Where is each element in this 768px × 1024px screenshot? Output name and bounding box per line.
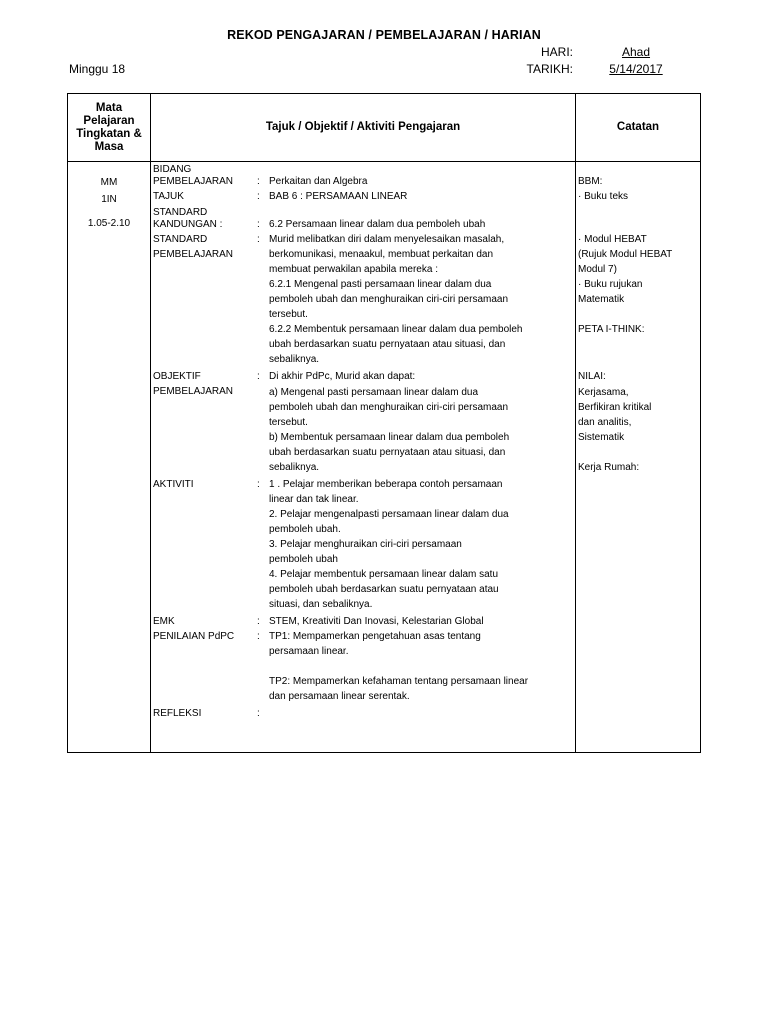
aktiviti-label: AKTIVITI: [153, 479, 194, 490]
catatan-line: · Buku teks: [578, 191, 629, 202]
objektif-line: a) Mengenal pasti persamaan linear dalam dua: [269, 387, 479, 398]
document-title: REKOD PENGAJARAN / PEMBELAJARAN / HARIAN: [227, 28, 541, 42]
tarikh-value: 5/14/2017: [609, 62, 663, 76]
lesson-content-cell: [151, 162, 576, 753]
objektif-line: b) Membentuk persamaan linear dalam dua pemboleh: [269, 432, 510, 443]
bidang-colon: :: [257, 176, 260, 187]
standard-pembelajaran-line: membuat perwakilan apabila mereka :: [269, 264, 438, 275]
class-name: 1IN: [101, 194, 117, 205]
catatan-line: Berfikiran kritikal: [578, 402, 652, 413]
subject-code: MM: [100, 177, 118, 188]
standard-kandungan-label-1: STANDARD: [153, 207, 208, 218]
catatan-line: PETA I-THINK:: [578, 324, 645, 335]
objektif-colon: :: [257, 371, 260, 382]
catatan-line: (Rujuk Modul HEBAT: [578, 249, 673, 260]
objektif-label-1: OBJEKTIF: [153, 371, 201, 382]
aktiviti-line: pemboleh ubah.: [269, 524, 341, 535]
standard-pembelajaran-line: 6.2.1 Mengenal pasti persamaan linear dalam dua: [269, 279, 492, 290]
header-catatan: Catatan: [576, 94, 701, 162]
standard-kandungan-text: 6.2 Persamaan linear dalam dua pemboleh ubah: [269, 219, 486, 230]
standard-pembelajaran-label-2: PEMBELAJARAN: [153, 249, 234, 260]
time-slot: 1.05-2.10: [87, 218, 131, 229]
standard-pembelajaran-line: Murid melibatkan diri dalam menyelesaikan masalah,: [269, 234, 505, 245]
emk-colon: :: [257, 616, 260, 627]
emk-text: STEM, Kreativiti Dan Inovasi, Kelestarian Global: [269, 616, 484, 627]
standard-pembelajaran-line: tersebut.: [269, 309, 308, 320]
objektif-label-2: PEMBELAJARAN: [153, 386, 234, 397]
aktiviti-line: 4. Pelajar membentuk persamaan linear dalam satu: [269, 569, 499, 580]
lesson-record-table: [67, 93, 701, 753]
objektif-line: sebaliknya.: [269, 462, 320, 473]
header-tajuk: Tajuk / Objektif / Aktiviti Pengajaran: [151, 94, 576, 162]
catatan-line: Modul 7): [578, 264, 617, 275]
aktiviti-line: pemboleh ubah berdasarkan suatu pernyataan atau: [269, 584, 499, 595]
catatan-line: Kerjasama,: [578, 387, 629, 398]
header-mata-pelajaran: Mata Pelajaran Tingkatan & Masa: [68, 94, 151, 162]
aktiviti-line: linear dan tak linear.: [269, 494, 359, 505]
aktiviti-line: 1 . Pelajar memberikan beberapa contoh persamaan: [269, 479, 503, 490]
objektif-line: ubah berdasarkan suatu pernyataan atau situasi, dan: [269, 447, 506, 458]
tarikh-label: TARIKH:: [526, 62, 573, 76]
standard-pembelajaran-line: sebaliknya.: [269, 354, 320, 365]
standard-pembelajaran-label-1: STANDARD: [153, 234, 208, 245]
aktiviti-line: 2. Pelajar mengenalpasti persamaan linear dalam dua: [269, 509, 509, 520]
bidang-text: Perkaitan dan Algebra: [269, 176, 368, 187]
objektif-line: Di akhir PdPc, Murid akan dapat:: [269, 371, 416, 382]
penilaian-line: persamaan linear.: [269, 646, 349, 657]
penilaian-line: TP1: Mempamerkan pengetahuan asas tentang: [269, 631, 481, 642]
aktiviti-line: situasi, dan sebaliknya.: [269, 599, 373, 610]
penilaian-label: PENILAIAN PdPC: [153, 631, 235, 642]
standard-kandungan-label-2: KANDUNGAN :: [153, 219, 223, 230]
bidang-label-2: PEMBELAJARAN: [153, 176, 234, 187]
objektif-line: pemboleh ubah dan menghuraikan ciri-ciri persamaan: [269, 402, 509, 413]
catatan-line: NILAI:: [578, 371, 606, 382]
catatan-line: Sistematik: [578, 432, 625, 443]
catatan-line: dan analitis,: [578, 417, 632, 428]
standard-pembelajaran-line: 6.2.2 Membentuk persamaan linear dalam dua pemboleh: [269, 324, 523, 335]
refleksi-label: REFLEKSI: [153, 708, 202, 719]
bidang-label-1: BIDANG: [153, 164, 192, 175]
aktiviti-colon: :: [257, 479, 260, 490]
refleksi-colon: :: [257, 708, 260, 719]
tajuk-text: BAB 6 : PERSAMAAN LINEAR: [269, 191, 408, 202]
emk-label: EMK: [153, 616, 175, 627]
tajuk-label: TAJUK: [153, 191, 184, 202]
hari-value: Ahad: [621, 45, 651, 59]
standard-pembelajaran-line: ubah berdasarkan suatu pernyataan atau situasi, dan: [269, 339, 506, 350]
catatan-line: BBM:: [578, 176, 603, 187]
tajuk-colon: :: [257, 191, 260, 202]
catatan-line: · Buku rujukan: [578, 279, 643, 290]
standard-pembelajaran-colon: :: [257, 234, 260, 245]
penilaian-line: dan persamaan linear serentak.: [269, 691, 410, 702]
aktiviti-line: pemboleh ubah: [269, 554, 338, 565]
subject-cell: [68, 162, 151, 753]
catatan-cell: [576, 162, 701, 753]
penilaian-colon: :: [257, 631, 260, 642]
catatan-line: Matematik: [578, 294, 625, 305]
aktiviti-line: 3. Pelajar menghuraikan ciri-ciri persamaan: [269, 539, 462, 550]
standard-pembelajaran-line: pemboleh ubah dan menghuraikan ciri-ciri persamaan: [269, 294, 509, 305]
catatan-line: Kerja Rumah:: [578, 462, 640, 473]
objektif-line: tersebut.: [269, 417, 308, 428]
minggu-label: Minggu 18: [69, 62, 126, 76]
catatan-line: · Modul HEBAT: [578, 234, 647, 245]
standard-kandungan-colon: :: [257, 219, 260, 230]
penilaian-line: TP2: Mempamerkan kefahaman tentang persamaan linear: [269, 676, 529, 687]
standard-pembelajaran-line: berkomunikasi, menaakul, membuat perkaitan dan: [269, 249, 494, 260]
hari-label: HARI:: [540, 45, 573, 59]
